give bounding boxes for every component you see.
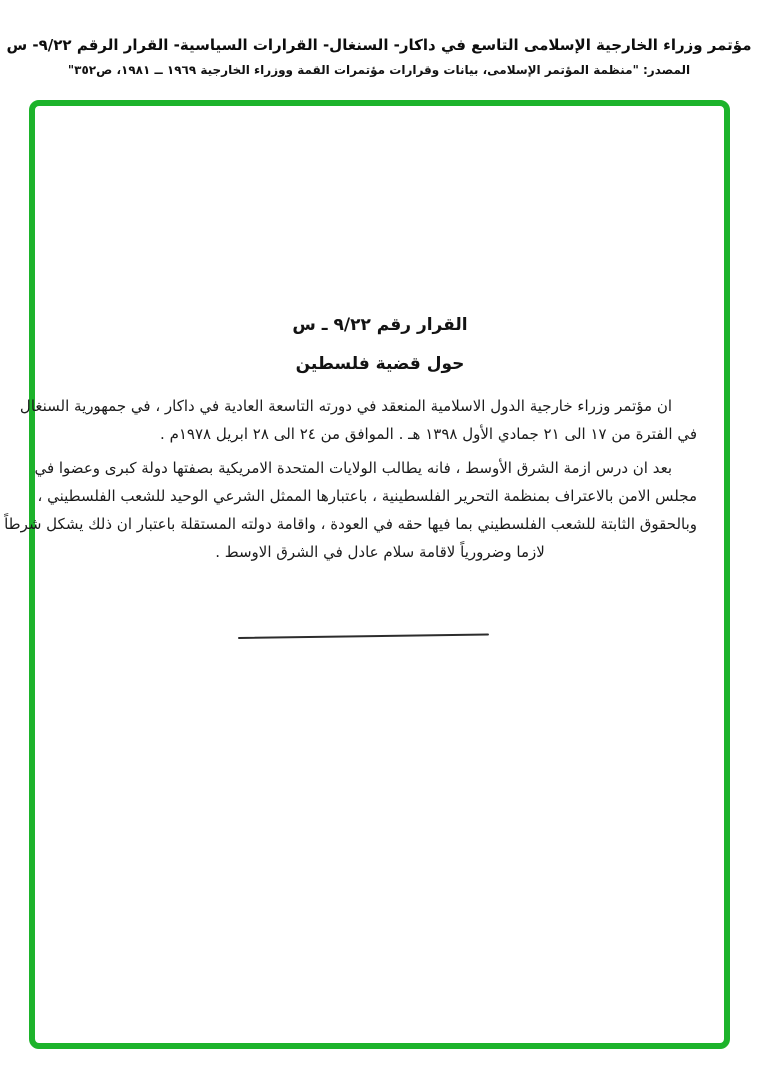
body-text-line: ان مؤتمر وزراء خارجية الدول الاسلامية المنعقد في دورته التاسعة العادية في داكار ، في جمهورية السنغال [19,397,672,415]
resolution-subject-title: حول قضية فلسطين [295,354,465,374]
body-text-line: في الفترة من ١٧ الى ٢١ جمادي الأول ١٣٩٨ هـ . الموافق من ٢٤ الى ٢٨ ابريل ١٩٧٨م . [160,425,697,443]
header-title: مؤتمر وزراء الخارجية الإسلامى التاسع في داكار- السنغال- القرارات السياسية- القرار الرقم ٩/٢٢- س [6,36,752,54]
resolution-number-title: القرار رقم ٩/٢٢ ـ س [292,315,468,335]
document-border-frame [4,100,730,1049]
body-text-line: بعد ان درس ازمة الشرق الأوسط ، فانه يطالب الولايات المتحدة الامريكية بصفتها دولة كبرى وعضوا في [34,459,672,477]
preamble-paragraph [19,392,697,448]
body-text-line: لازما وضرورياً لاقامة سلام عادل في الشرق الاوسط . [215,543,545,561]
body-text-line: مجلس الامن بالاعتراف بمنظمة التحرير الفلسطينية ، باعتبارها الممثل الشرعي الوحيد للشعب الفلسطيني ، [37,487,697,505]
body-text-line: وبالحقوق الثابتة للشعب الفلسطيني بما فيها حقه في العودة ، واقامة دولته المستقلة باعتبار ان ذلك يشكل شرطاً [4,515,697,533]
header-source-line: المصدر: "منظمة المؤتمر الإسلامى، بيانات وقرارات مؤتمرات القمة ووزراء الخارجية ١٩٦٩ ــ ١٩٨١، ص٣٥٢" [67,63,691,77]
operative-paragraph [4,454,697,566]
